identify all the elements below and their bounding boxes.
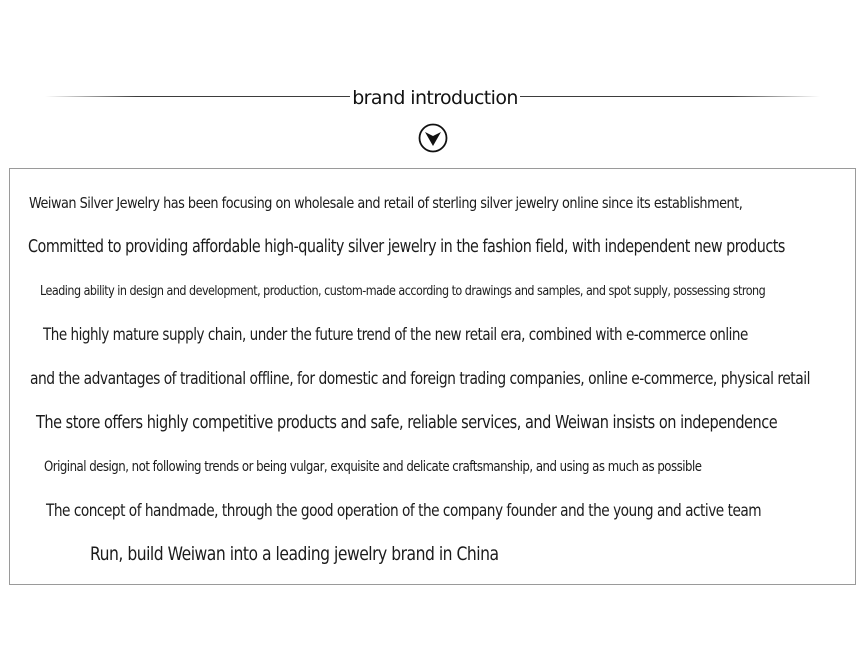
- intro-line: and the advantages of traditional offline, for domestic and foreign trading companies, online e-commerce, physical retail: [30, 369, 810, 388]
- intro-line: Committed to providing affordable high-quality silver jewelry in the fashion field, with independent new products: [28, 237, 785, 257]
- intro-line: Original design, not following trends or being vulgar, exquisite and delicate craftsmanship, and using as much as possible: [44, 459, 702, 475]
- intro-line: Leading ability in design and development, production, custom-made according to drawings and samples, and spot supply, possessing strong: [40, 284, 766, 299]
- intro-line: The store offers highly competitive products and safe, reliable services, and Weiwan insists on independence: [36, 413, 778, 433]
- header-rule-left: [45, 96, 350, 97]
- brand-intro-panel: [9, 168, 856, 585]
- intro-line: The highly mature supply chain, under the future trend of the new retail era, combined with e-commerce online: [43, 325, 748, 344]
- intro-line: The concept of handmade, through the good operation of the company founder and the young and active team: [46, 501, 762, 520]
- intro-line: Weiwan Silver Jewelry has been focusing on wholesale and retail of sterling silver jewelry online since its establishment,: [29, 194, 743, 212]
- intro-line: Run, build Weiwan into a leading jewelry brand in China: [90, 543, 499, 565]
- chevron-down-circle-icon: [418, 123, 448, 153]
- section-title: brand introduction: [352, 87, 518, 109]
- header-rule-right: [520, 96, 820, 97]
